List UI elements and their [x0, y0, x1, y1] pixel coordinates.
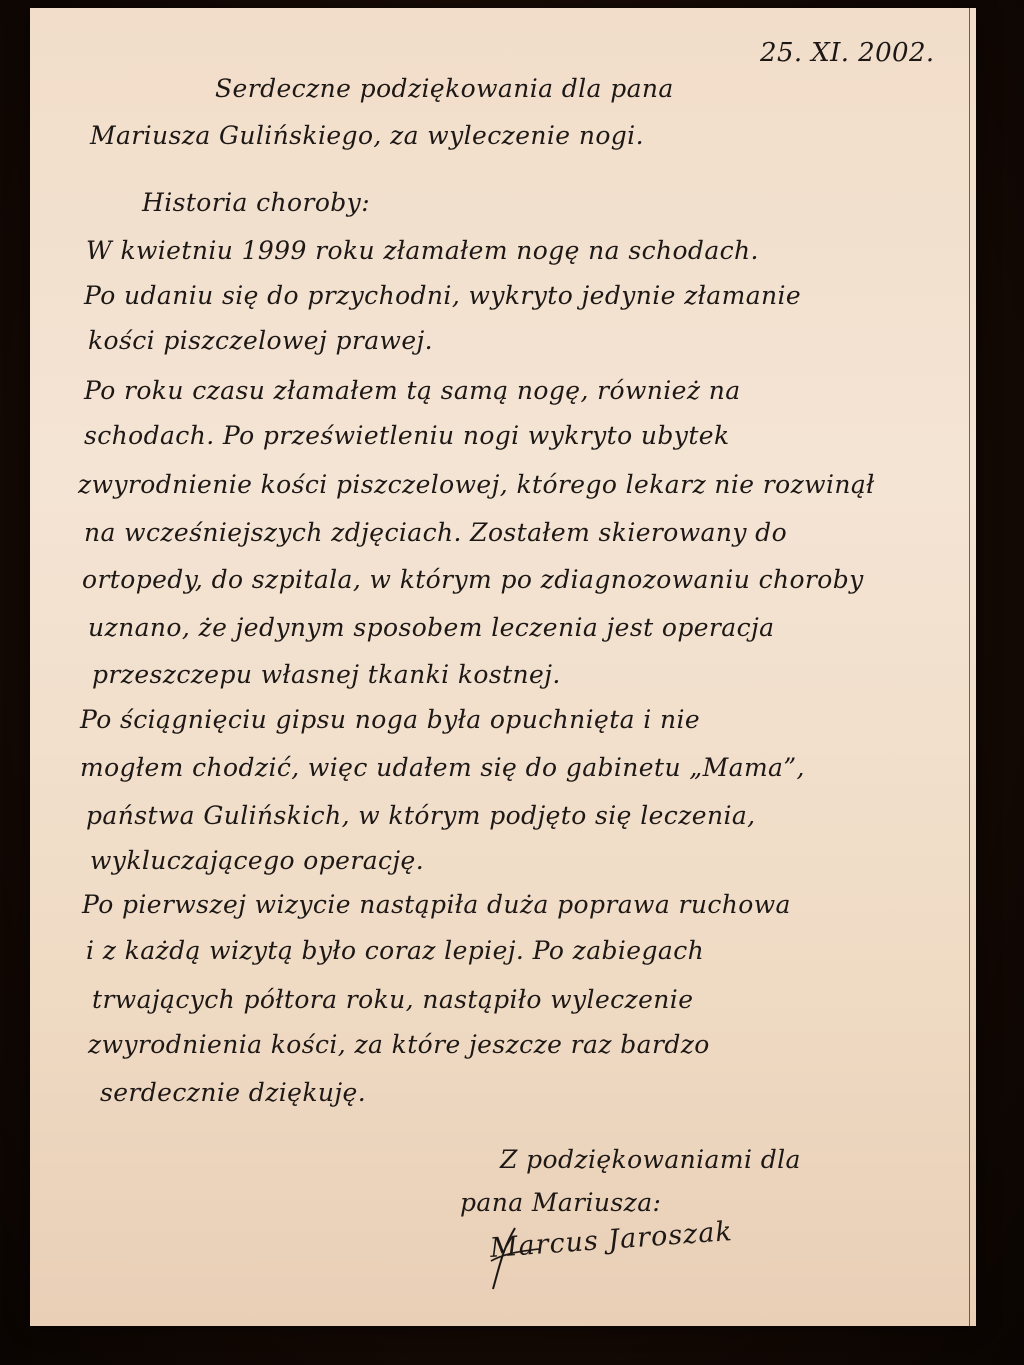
body-line: W kwietniu 1999 roku złamałem nogę na schodach.: [86, 236, 759, 265]
body-line: przeszczepu własnej tkanki kostnej.: [92, 660, 561, 689]
handwritten-letter-page: [30, 8, 976, 1326]
body-line: serdecznie dziękuję.: [100, 1078, 367, 1107]
body-line: ortopedy, do szpitala, w którym po zdiagnozowaniu choroby: [82, 565, 864, 594]
body-line: Po ściągnięciu gipsu noga była opuchnięta i nie: [80, 705, 701, 734]
closing-line-1: Z podziękowaniami dla: [500, 1145, 801, 1174]
closing-line-2: pana Mariusza:: [460, 1188, 662, 1217]
body-line: uznano, że jedynym sposobem leczenia jest operacja: [88, 613, 775, 642]
handwritten-signature: Marcus Jaroszak: [488, 1216, 734, 1264]
body-line: Po roku czasu złamałem tą samą nogę, również na: [84, 376, 741, 405]
body-line: Po pierwszej wizycie nastąpiła duża poprawa ruchowa: [82, 890, 791, 919]
page-margin-line: [969, 8, 970, 1326]
body-line: Po udaniu się do przychodni, wykryto jedynie złamanie: [84, 281, 802, 310]
body-line: państwa Gulińskich, w którym podjęto się leczenia,: [86, 801, 756, 830]
body-line: zwyrodnienie kości piszczelowej, którego lekarz nie rozwinął: [78, 470, 875, 499]
heading-line-1: Serdeczne podziękowania dla pana: [215, 74, 674, 103]
signature-flourish: [485, 1223, 545, 1293]
body-line: wykluczającego operację.: [90, 846, 425, 875]
heading-line-2: Mariusza Gulińskiego, za wyleczenie nogi.: [90, 121, 644, 150]
body-line: zwyrodnienia kości, za które jeszcze raz bardzo: [88, 1030, 710, 1059]
body-line: kości piszczelowej prawej.: [88, 326, 434, 355]
section-title: Historia choroby:: [142, 188, 371, 217]
body-line: mogłem chodzić, więc udałem się do gabinetu „Mama”,: [80, 753, 805, 782]
body-line: na wcześniejszych zdjęciach. Zostałem skierowany do: [84, 518, 788, 547]
letter-date: 25. XI. 2002.: [760, 38, 935, 68]
body-line: trwających półtora roku, nastąpiło wyleczenie: [92, 985, 694, 1014]
body-line: schodach. Po prześwietleniu nogi wykryto ubytek: [84, 421, 730, 450]
body-line: i z każdą wizytą było coraz lepiej. Po zabiegach: [86, 936, 705, 965]
